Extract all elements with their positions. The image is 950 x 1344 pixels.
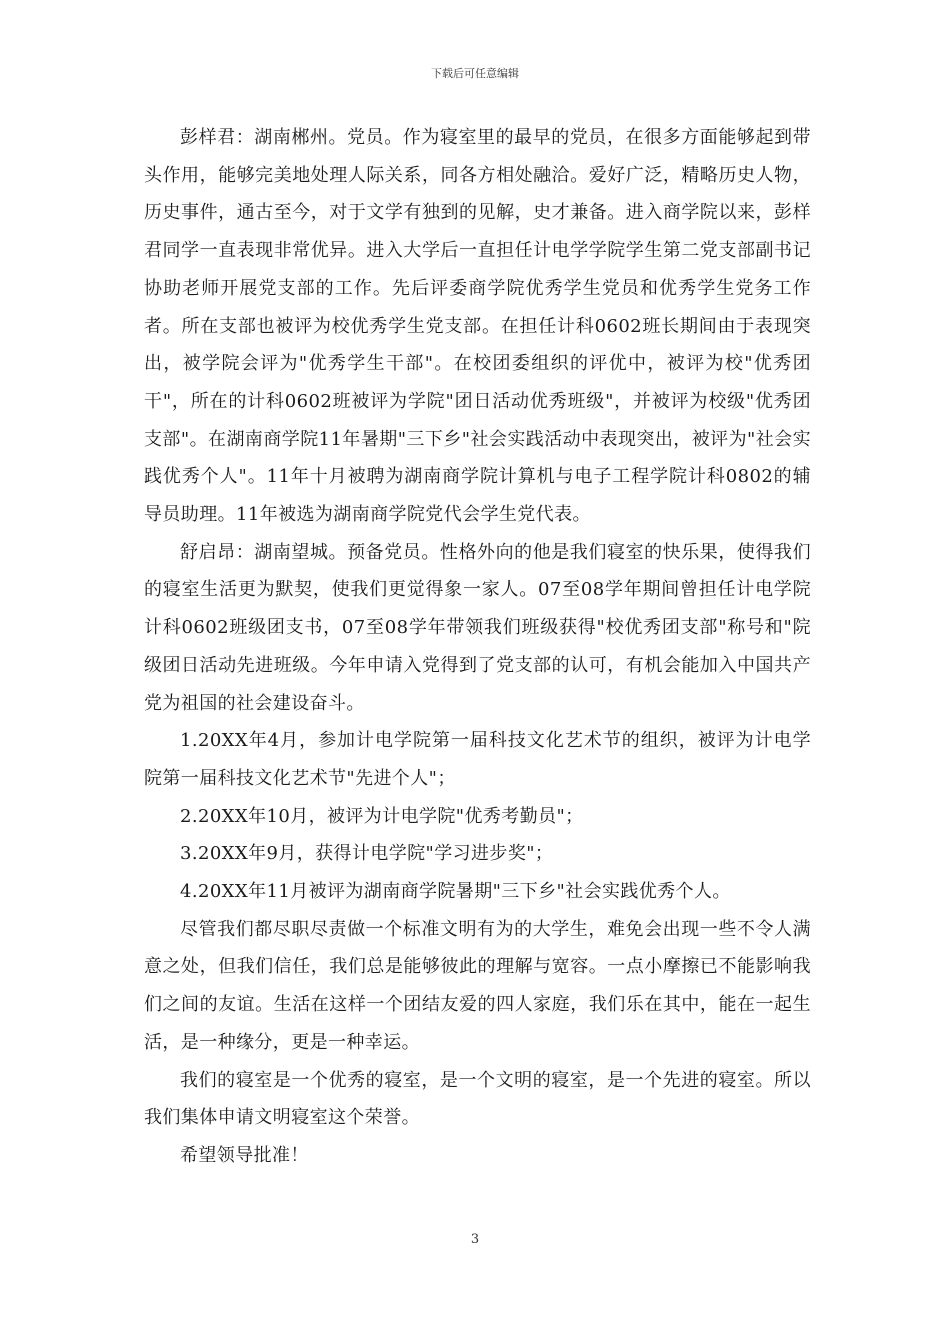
paragraph-friendship: 尽管我们都尽职尽责做一个标准文明有为的大学生，难免会出现一些不令人满意之处，但我们信任，我们总是能够彼此的理解与宽容。一点小摩擦已不能影响我们之间的友谊。生活在这样一个团结友爱的四人家庭，我们乐在其中，能在一起生活，是一种缘分，更是一种幸运。 [144,918,811,1053]
document-body [144,119,811,1175]
paragraph-closing: 希望领导批准！ [180,1144,309,1166]
paragraph-shu-qiang: 舒启昂：湖南望城。预备党员。性格外向的他是我们寝室的快乐果，使得我们的寝室生活更为默契，使我们更觉得象一家人。07至08学年期间曾担任计电学院计科0602班级团支书，07至08学年带领我们班级获得"校优秀团支部"称号和"院级团日活动先进班级。今年申请入党得到了党支部的认可，有机会能加入中国共产党为祖国的社会建设奋斗。 [144,541,811,714]
page-number: 3 [470,1232,480,1247]
page-header: 下载后可任意编辑 [431,67,519,80]
paragraph-peng-yangjun: 彭样君：湖南郴州。党员。作为寝室里的最早的党员，在很多方面能够起到带头作用，能够完美地处理人际关系，同各方相处融洽。爱好广泛，精略历史人物，历史事件，通古至今，对于文学有独到的见解，史才兼备。进入商学院以来，彭样君同学一直表现非常优异。进入大学后一直担任计电学学院学生第二党支部副书记协助老师开展党支部的工作。先后评委商学院优秀学生党员和优秀学生党务工作者。所在支部也被评为校优秀学生党支部。在担任计科0602班长期间由于表现突出，被学院会评为"优秀学生干部"。在校团委组织的评优中，被评为校"优秀团干"，所在的计科0602班被评为学院"团日活动优秀班级"，并被评为校级"优秀团支部"。在湖南商学院11年暑期"三下乡"社会实践活动中表现突出，被评为"社会实践优秀个人"。11年十月被聘为湖南商学院计算机与电子工程学院计科0802的辅导员助理。11年被选为湖南商学院党代会学生党代表。 [144,127,811,526]
award-item-2: 2.20XX年10月，被评为计电学院"优秀考勤员"； [180,805,584,827]
award-item-3: 3.20XX年9月，获得计电学院"学习进步奖"； [180,843,554,865]
paragraph-application: 我们的寝室是一个优秀的寝室，是一个文明的寝室，是一个先进的寝室。所以我们集体申请文明寝室这个荣誉。 [144,1069,811,1129]
award-item-4: 4.20XX年11月被评为湖南商学院暑期"三下乡"社会实践优秀个人。 [180,881,731,903]
award-item-1: 1.20XX年4月，参加计电学院第一届科技文化艺术节的组织，被评为计电学院第一届科技文化艺术节"先进个人"； [144,730,811,789]
